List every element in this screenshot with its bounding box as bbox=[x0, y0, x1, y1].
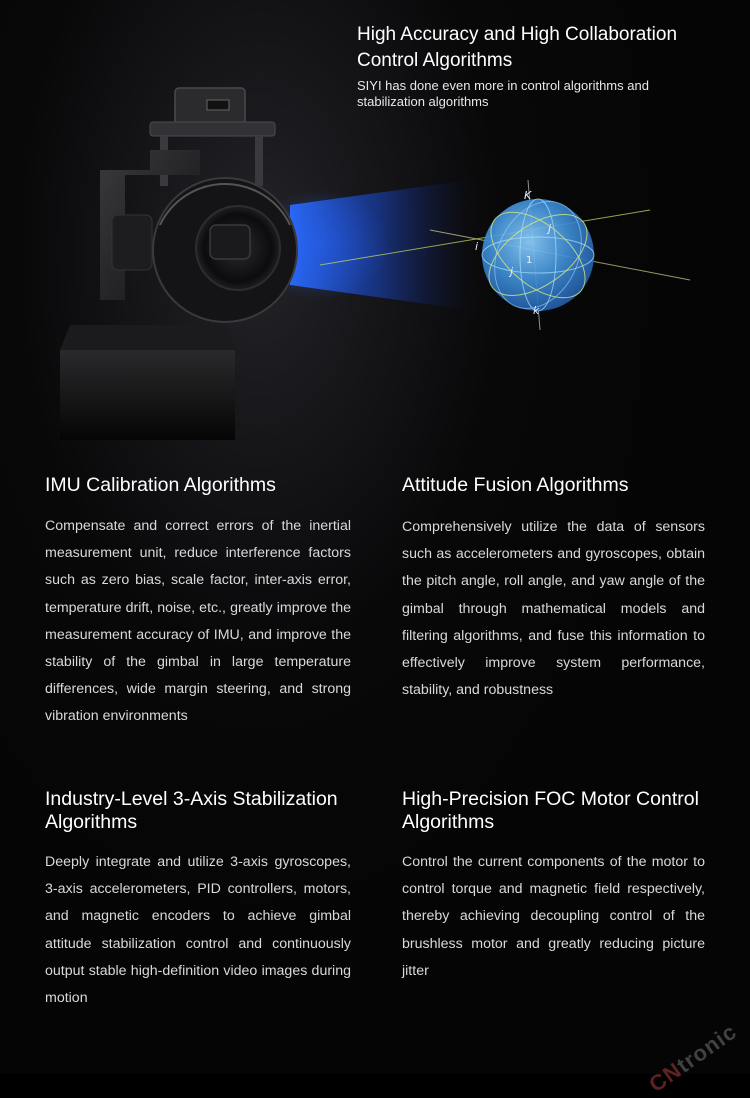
feature-title: High-Precision FOC Motor Control Algorithms bbox=[402, 788, 699, 833]
feature-body: Compensate and correct errors of the inertial measurement unit, reduce interference factors such as zero bias, scale factor, inter-axis error, temperature drift, noise, etc., greatly improve the measurement accuracy of IMU, and improve the stability of the gimbal in large temperature differences, wide margin steering, and strong vibration environments bbox=[45, 518, 351, 725]
feature-title: Industry-Level 3-Axis Stabilization Algorithms bbox=[45, 788, 338, 833]
axis-label-i: i bbox=[475, 240, 479, 253]
feature-body: Comprehensively utilize the data of sensors such as accelerometers and gyroscopes, obtain the pitch angle, roll angle, and yaw angle of the gimbal through mathematical models and filtering algorithms, and fuse this information to effectively improve system performance, stability, and robustness bbox=[402, 519, 705, 699]
feature-title: IMU Calibration Algorithms bbox=[45, 474, 276, 496]
axis-label-j-low: j bbox=[510, 265, 514, 278]
hero-subtitle: SIYI has done even more in control algorithms and stabilization algorithms bbox=[357, 78, 649, 109]
watermark-logo bbox=[644, 1019, 742, 1098]
axis-label-k-top: K bbox=[524, 189, 532, 202]
feature-attitude-fusion bbox=[402, 474, 705, 704]
hero-title: High Accuracy and High Collaboration Control Algorithms bbox=[357, 24, 678, 71]
feature-3axis-stabilization bbox=[45, 788, 351, 1012]
watermark-suffix: tronic bbox=[672, 1018, 742, 1078]
shelf-front bbox=[60, 350, 235, 440]
axis-label-k-bottom: k bbox=[533, 304, 540, 317]
feature-body: Deeply integrate and utilize 3-axis gyroscopes, 3-axis accelerometers, PID controllers, motors, and magnetic encoders to achieve gimbal attitude stabilization control and continuously output stable high-definition video images during motion bbox=[45, 854, 351, 1007]
feature-foc-motor-control bbox=[402, 788, 705, 985]
axis-label-1: 1 bbox=[526, 255, 533, 266]
shelf-top bbox=[60, 325, 235, 350]
axis-label-j-top: j bbox=[548, 222, 552, 235]
feature-imu-calibration bbox=[45, 474, 351, 731]
watermark-prefix: CN bbox=[644, 1057, 687, 1098]
feature-body: Control the current components of the motor to control torque and magnetic field respectively, thereby achieving decoupling control of the brushless motor and greatly reducing picture jitter bbox=[402, 854, 705, 979]
feature-title: Attitude Fusion Algorithms bbox=[402, 474, 629, 496]
